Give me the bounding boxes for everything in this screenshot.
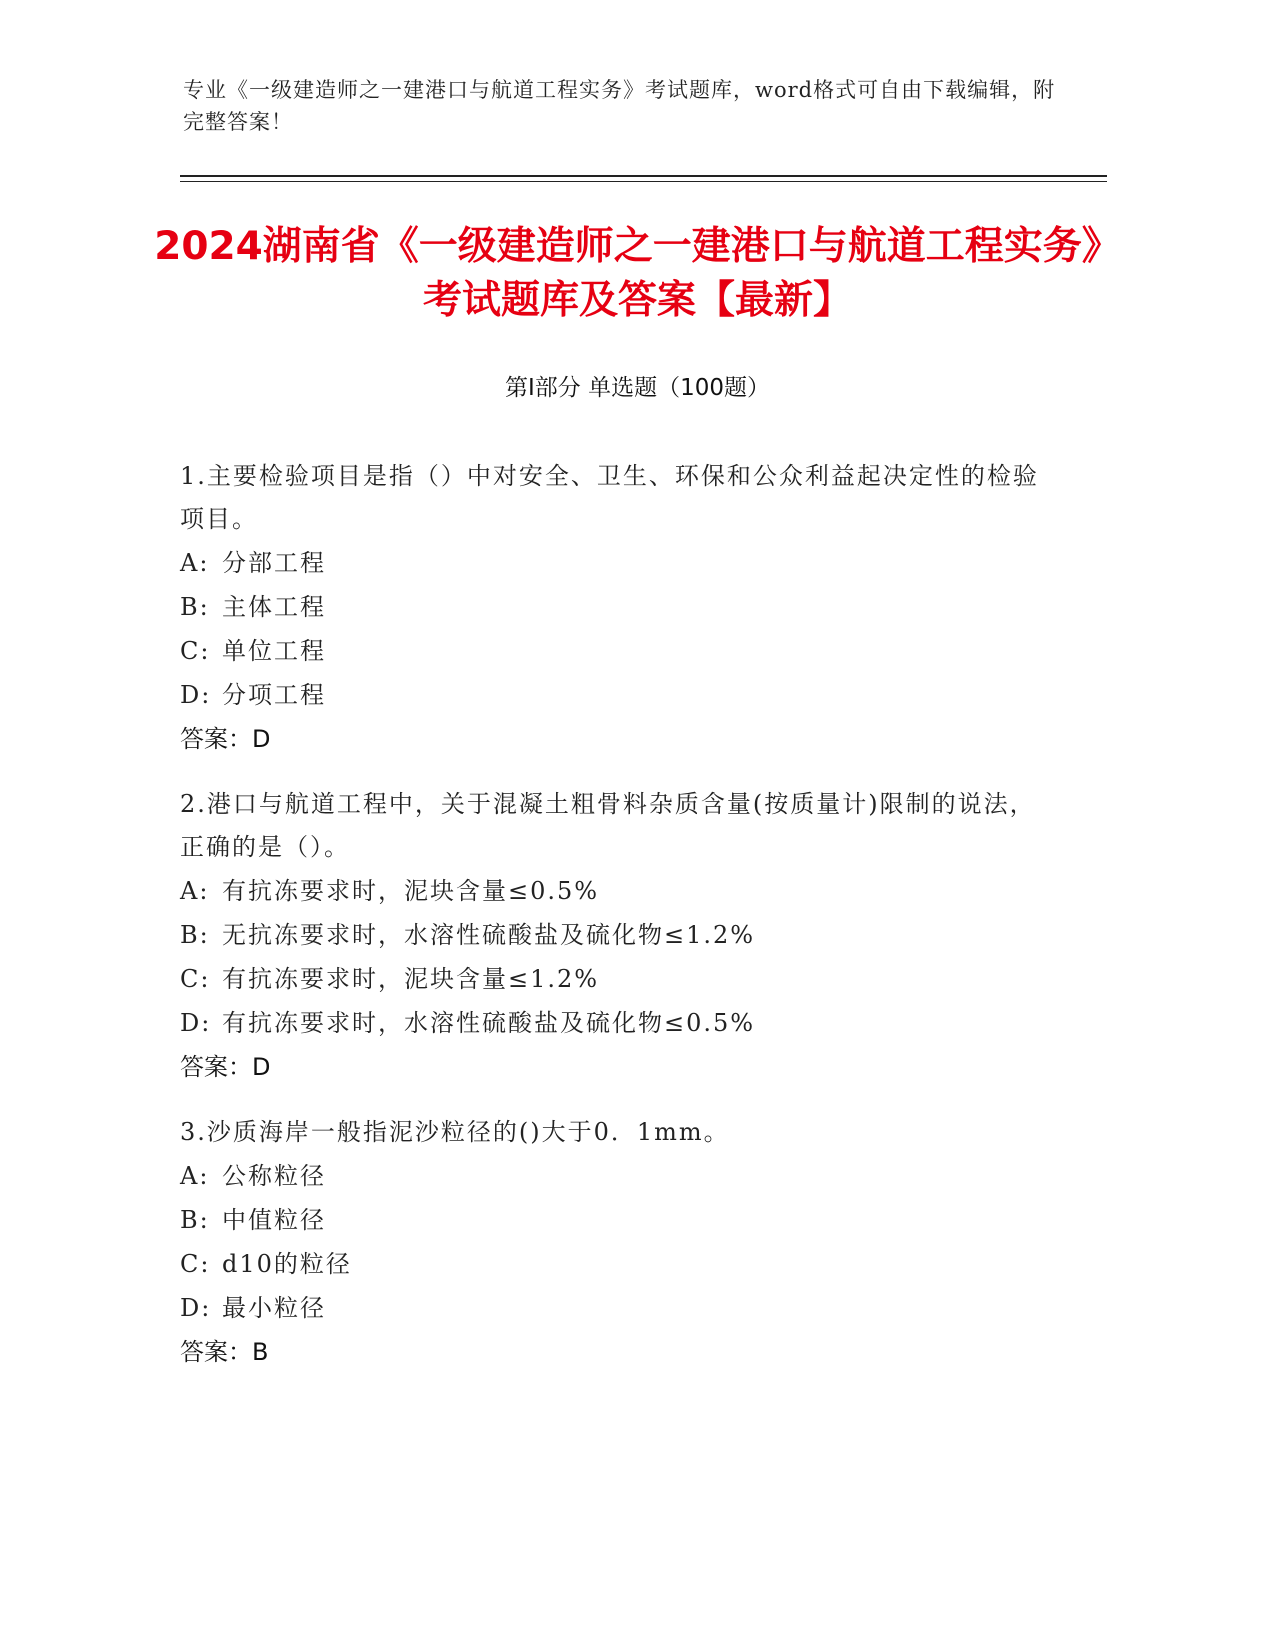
header-note: 专业《一级建造师之一建港口与航道工程实务》考试题库，word格式可自由下载编辑，附完整答案！ bbox=[183, 78, 1056, 134]
option-text: 分项工程 bbox=[222, 681, 326, 709]
option-key: A: bbox=[180, 1162, 210, 1190]
option-key: A: bbox=[180, 877, 210, 905]
question-2 bbox=[180, 783, 1060, 1089]
option-text: 单位工程 bbox=[222, 637, 326, 665]
option-text: 分部工程 bbox=[222, 549, 326, 577]
question-1 bbox=[180, 455, 1060, 761]
option-text: 有抗冻要求时，泥块含量≤1.2% bbox=[222, 965, 600, 993]
option-text: 有抗冻要求时，水溶性硫酸盐及硫化物≤0.5% bbox=[222, 1009, 756, 1037]
option-text: 中值粒径 bbox=[222, 1206, 326, 1234]
option-key: B: bbox=[180, 921, 210, 949]
answer-line: 答案：B bbox=[180, 1338, 269, 1366]
option-b bbox=[180, 1198, 1060, 1242]
question-3 bbox=[180, 1111, 1060, 1374]
question-stem: 1.主要检验项目是指（）中对安全、卫生、环保和公众利益起决定性的检验项目。 bbox=[180, 462, 1039, 533]
answer-line: 答案：D bbox=[180, 1053, 271, 1081]
option-d bbox=[180, 673, 1060, 717]
section-title: 第Ⅰ部分 单选题（100题） bbox=[505, 375, 770, 401]
option-c bbox=[180, 1242, 1060, 1286]
option-d bbox=[180, 1001, 1060, 1045]
option-key: A: bbox=[180, 549, 210, 577]
option-c bbox=[180, 629, 1060, 673]
option-c bbox=[180, 957, 1060, 1001]
option-text: d10的粒径 bbox=[222, 1250, 352, 1278]
option-text: 有抗冻要求时，泥块含量≤0.5% bbox=[222, 877, 600, 905]
option-d bbox=[180, 1286, 1060, 1330]
option-key: D: bbox=[180, 1294, 212, 1322]
option-key: B: bbox=[180, 593, 210, 621]
option-text: 最小粒径 bbox=[222, 1294, 326, 1322]
option-key: C: bbox=[180, 637, 211, 665]
question-stem: 3.沙质海岸一般指泥沙粒径的()大于0．1mm。 bbox=[180, 1118, 730, 1146]
option-b bbox=[180, 913, 1060, 957]
option-b bbox=[180, 585, 1060, 629]
question-stem: 2.港口与航道工程中，关于混凝土粗骨料杂质含量(按质量计)限制的说法，正确的是（）。 bbox=[180, 790, 1036, 861]
option-a bbox=[180, 1154, 1060, 1198]
option-a bbox=[180, 869, 1060, 913]
option-text: 公称粒径 bbox=[222, 1162, 326, 1190]
option-key: C: bbox=[180, 965, 211, 993]
question-list bbox=[180, 455, 1060, 1396]
option-a bbox=[180, 541, 1060, 585]
option-key: C: bbox=[180, 1250, 211, 1278]
header-divider-thin bbox=[180, 181, 1107, 182]
option-text: 无抗冻要求时，水溶性硫酸盐及硫化物≤1.2% bbox=[222, 921, 756, 949]
option-key: D: bbox=[180, 681, 212, 709]
option-key: B: bbox=[180, 1206, 210, 1234]
option-text: 主体工程 bbox=[222, 593, 326, 621]
header-divider-thick bbox=[180, 175, 1107, 177]
document-title: 2024湖南省《一级建造师之一建港口与航道工程实务》考试题库及答案【最新】 bbox=[154, 224, 1121, 323]
option-key: D: bbox=[180, 1009, 212, 1037]
answer-line: 答案：D bbox=[180, 725, 271, 753]
